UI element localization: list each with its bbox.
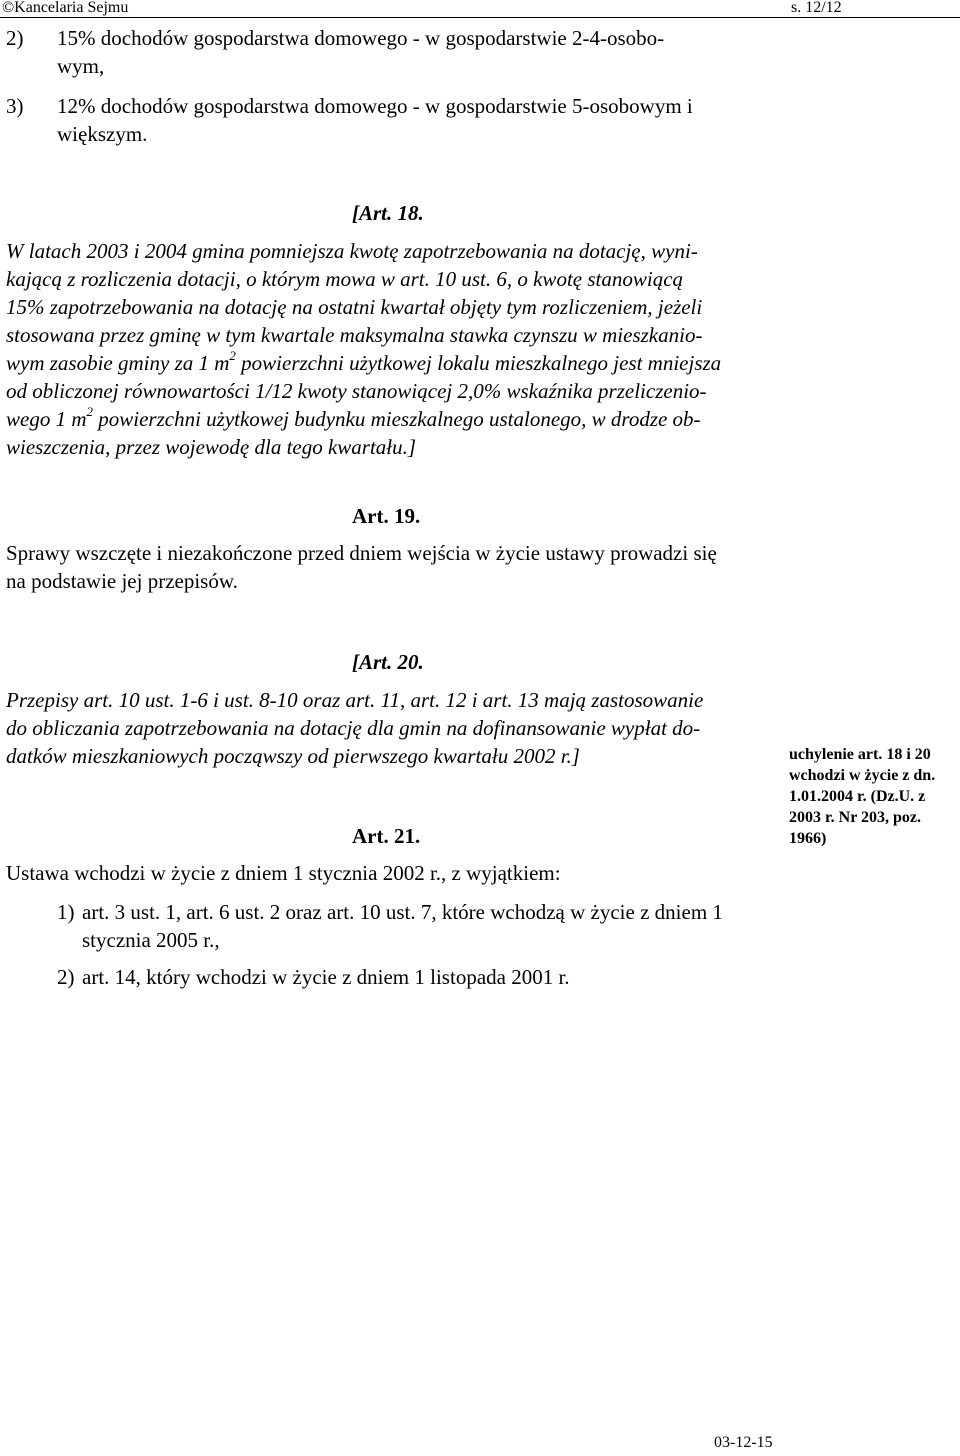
article-20-body (6, 686, 786, 770)
article-line: kającą z rozliczenia dotacji, o którym mowa w art. 10 ust. 6, o kwotę stanowiącą (6, 267, 684, 291)
footer-date: 03-12-15 (714, 1434, 773, 1451)
article-21-heading: Art. 21. (352, 824, 421, 848)
list-item-text: wym, (57, 54, 105, 78)
article-line: od obliczonej równowartości 1/12 kwoty stanowiącej 2,0% wskaźnika przeliczenio- (6, 379, 707, 403)
article-line: stosowana przez gminę w tym kwartale maksymalna stawka czynszu w mieszkanio- (6, 323, 703, 347)
article-line-part: powierzchni użytkowej lokalu mieszkalnego jest mniejsza (241, 351, 722, 375)
article-21-intro: Ustawa wchodzi w życie z dniem 1 stycznia 2002 r., z wyjątkiem: (6, 861, 561, 885)
article-line: Przepisy art. 10 ust. 1-6 i ust. 8-10 oraz art. 11, art. 12 i art. 13 mają zastosowanie (6, 688, 704, 712)
list-item-text: 12% dochodów gospodarstwa domowego - w gospodarstwie 5-osobowym i (57, 94, 693, 118)
header-divider (0, 17, 960, 18)
header-page-number: s. 12/12 (791, 0, 842, 16)
margin-note-line: wchodzi w życie z dn. (789, 767, 936, 784)
margin-note-line: 1966) (789, 830, 827, 847)
article-line: W latach 2003 i 2004 gmina pomniejsza kwotę zapotrzebowania na dotację, wyni- (6, 239, 698, 263)
article-line: datków mieszkaniowych począwszy od pierwszego kwartału 2002 r.] (6, 744, 580, 768)
article-19-heading: Art. 19. (352, 504, 421, 528)
list-item-text: art. 3 ust. 1, art. 6 ust. 2 oraz art. 10 ust. 7, które wchodzą w życie z dniem 1 (82, 900, 723, 924)
article-line: 15% zapotrzebowania na dotację na ostatni kwartał objęty tym rozliczeniem, jeżeli (6, 295, 703, 319)
article-line-part: wego 1 m (6, 407, 87, 431)
header-source: ©Kancelaria Sejmu (2, 0, 129, 16)
superscript: 2 (229, 348, 236, 363)
article-19-body (6, 539, 786, 595)
list-item-text: 15% dochodów gospodarstwa domowego - w gospodarstwie 2-4-osobo- (57, 26, 665, 50)
article-line: Sprawy wszczęte i niezakończone przed dniem wejścia w życie ustawy prowadzi się (6, 541, 717, 565)
list-item-number: 1) (57, 900, 75, 924)
list-item-number: 3) (6, 94, 24, 118)
margin-note-line: uchylenie art. 18 i 20 (789, 746, 931, 763)
list-item-number: 2) (6, 26, 24, 50)
article-line: na podstawie jej przepisów. (6, 569, 238, 593)
article-line: do obliczania zapotrzebowania na dotację dla gmin na dofinansowanie wypłat do- (6, 716, 701, 740)
list-item-text: stycznia 2005 r., (82, 928, 220, 952)
margin-note-line: 2003 r. Nr 203, poz. (789, 809, 921, 826)
article-20-heading: [Art. 20. (352, 650, 424, 674)
article-line-part: powierzchni użytkowej budynku mieszkalnego ustalonego, w drodze ob- (98, 407, 701, 431)
article-line-part: wym zasobie gminy za 1 m (6, 351, 230, 375)
superscript: 2 (86, 404, 93, 419)
article-18-heading: [Art. 18. (352, 201, 424, 225)
list-item-number: 2) (57, 965, 75, 989)
margin-note-line: 1.01.2004 r. (Dz.U. z (789, 788, 926, 805)
article-line (6, 405, 786, 433)
list-item-text: większym. (57, 122, 148, 146)
article-line: wieszczenia, przez wojewodę dla tego kwartału.] (6, 435, 417, 459)
list-item-text: art. 14, który wchodzi w życie z dniem 1 listopada 2001 r. (82, 965, 570, 989)
margin-note (789, 744, 959, 849)
article-line (6, 349, 786, 377)
article-18-body (6, 237, 786, 461)
